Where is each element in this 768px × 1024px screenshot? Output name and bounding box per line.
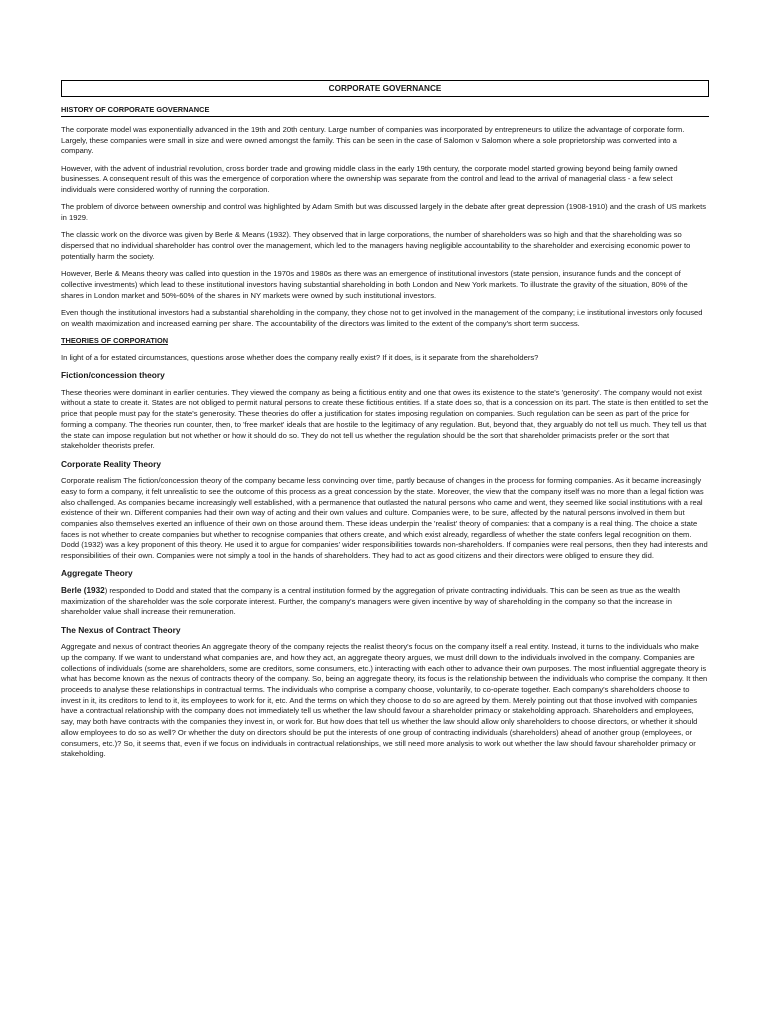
paragraph: Aggregate and nexus of contract theories An aggregate theory of the company rejects the realist theory's focus on the company itself a real entity. Instead, it turns to the individuals who make up the company. If we want to understand what companies are, and how they act, an aggregate theory argues, we must drill down to the individuals involved in the company. Companies are collections of individuals (some are shareholders, some are creditors, some consumers, etc.) interacting with each other to advance their own purposes. The most influential aggregate theory is what has become known as the nexus of contracts theory of the company. So, being an aggregate theory, its focus is the relationship between the individuals who comprise the company. It then proceeds to analyse these relationships in contractual terms. The individuals who comprise a company choose, voluntarily, to co-operate together. Each company's shareholders choose to invest in it, its creditors to lend to it, its employees to work for it, etc. And the terms on which they choose to do so are agreed by them. Merely pointing out that those involved with companies have a contractual relationship with the company does not immediately tell us whether the law should favour a shareholder primacy or stakeholding approach. Shareholders and employees, say, may both have contracts with the companies they invest in, or work for. But how does that tell us whether the law should allow only shareholders to choose directors, or whether it should allow employees to do so as well? Or whether the duty on directors should be put the interests of one group of contracting individuals (shareholders) ahead of another group (employees, or consumers, etc.)? So, it seems that, even if we focus on individuals in contractual relationships, we still need more analysis to work out whether the law should favour shareholder primacy or stakeholding. (61, 642, 708, 759)
paragraph: However, Berle & Means theory was called into question in the 1970s and 1980s as there was an emergence of institutional investors (state pension, insurance funds and the concept of collective investments) which lead to these institutional investors having substantial shareholding in both London and New York markets. To illustrate the gravity of the situation, 80% of the shares in London market and 50%-60% of the shares in NY markets were owned by such institutional investors. (61, 269, 688, 300)
paragraph (61, 586, 709, 618)
paragraph: These theories were dominant in earlier centuries. They viewed the company as being a fictitious entity and one that owes its existence to the state's 'generosity'. The company would not exist without a state to create it. States are not obliged to permit natural persons to create these fictitious entities. If a state does so, that is a concession on its part. The state is then entitled to set the price that people must pay for the state's generosity. These theories do offer a justification for states imposing regulation on companies. Such regulation can be seen as part of the price for forming a company. The theories run counter, then, to 'free market' ideals that are hostile to the legitimacy of any regulation. But, beyond that, they arguably do not tell us much. They tell us that the state can impose regulation but not whether or how it should do so. They do not tell us whether the regulation should be the sort that shareholder primacists prefer or the sort that stakeholder theorists prefer. (61, 387, 709, 451)
document-title: CORPORATE GOVERNANCE (61, 80, 709, 97)
section-heading-theories: THEORIES OF CORPORATION (61, 335, 169, 345)
paragraph: In light of a for estated circumstances, questions arose whether does the company really exist? If it does, is it separate from the shareholders? (61, 352, 539, 362)
paragraph: The corporate model was exponentially advanced in the 19th and 20th century. Large number of companies was incorporated by entrepreneurs to utilize the advantage of corporate form. Largely, these companies were small in size and were owned amongst the family. This can be seen in the case of Salomon v Salomon where a sole proprietorship was converted into a company. (61, 125, 685, 156)
subheading-nexus: The Nexus of Contract Theory (61, 624, 181, 635)
paragraph: The classic work on the divorce was given by Berle & Means (1932). They observed that in large corporations, the number of shareholders was so high and that the shareholding was so dispersed that no individual shareholder has control over the management, which led to the managers having negligible accountability to the shareholder and exercising economic power to potentially harm the society. (61, 230, 691, 261)
document-page (61, 80, 709, 767)
subheading-aggregate: Aggregate Theory (61, 568, 133, 579)
bold-citation: Berle (1932 (61, 585, 105, 595)
paragraph: Even though the institutional investors had a substantial shareholding in the company, they chose not to get involved in the management of the company; i.e institutional investors only focused on wealth maximization and increased earning per share. The accountability of the directors was limited to the extent of the company's short term success. (61, 307, 703, 328)
paragraph: The problem of divorce between ownership and control was highlighted by Adam Smith but was discussed largely in the debate after great depression (1908-1910) and the crash of US markets in 1929. (61, 202, 706, 223)
paragraph: Corporate realism The fiction/concession theory of the company became less convincing over time, partly because of changes in the process for forming companies. As it became increasingly easy to form a company, it felt unrealistic to see the outcome of this process as a great concession by the state. Moreover, the view that the company itself was no more than a legal fiction was also challenged. As companies became increasingly well established, with a permanence that outlasted the natural persons who came and went, they seemed like social institutions with a real existence of their wn. Different companies had their own way of acting and their own values and culture. Companies were, to be sure, affected by the natural persons involved in them but companies also themselves exerted an influence of their own on those around them. These ideas underpin the 'realist' theory of companies: that a company is a real thing. The choice a state faces is not whether to create companies but whether to recognise companies that others create, and which exist already, regardless of whether the state confers legal recognition on them. Dodd (1932) was a key proponent of this theory. He used it to argue for companies' wider responsibilities towards non-shareholders. If companies were real persons, then they had interests and responsibilities of their own. Companies were not simply a tool in the hands of shareholders. They had to act as good citizens and their directors were obliged to ensure they did. (61, 476, 708, 561)
paragraph-text: ) responded to Dodd and stated that the company is a central institution formed by the aggregation of private contracting individuals. This can be seen as true as the wealth maximization of the shareholder was the sole corporate interest. Further, the company's managers were given incentive by way of shareholding in the company so that the increase in shareholder value shall increase their remuneration. (61, 585, 680, 617)
paragraph: However, with the advent of industrial revolution, cross border trade and growing middle class in the early 19th century, the corporate model started growing beyond being family owned businesses. A consequent result of this was the emergence of corporation where the ownership was separate from the control and lead to the arrival of managerial class - a few select individuals were considered worthy of running the corporation. (61, 163, 678, 195)
subheading-fiction: Fiction/concession theory (61, 370, 165, 381)
section-heading-history: HISTORY OF CORPORATE GOVERNANCE (61, 105, 709, 117)
subheading-reality: Corporate Reality Theory (61, 458, 162, 469)
